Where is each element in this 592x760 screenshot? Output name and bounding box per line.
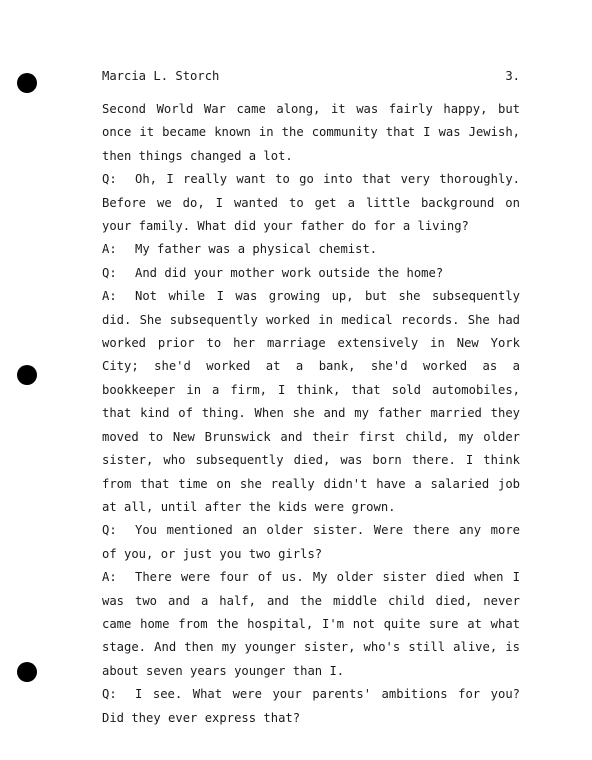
paragraph-text: My father was a physical chemist. <box>135 242 378 257</box>
speaker-label: A: <box>102 570 117 585</box>
paragraph-continuation <box>102 98 520 168</box>
speaker-label: Q: <box>102 687 117 702</box>
binder-hole-top <box>17 73 37 93</box>
transcript-body <box>102 98 520 730</box>
speaker-label: Q: <box>102 172 117 187</box>
paragraph-text: Second World War came along, it was fairly happy, but once it became known in the community that I was Jewish, then things changed a lot. <box>102 102 520 163</box>
binder-hole-bottom <box>17 662 37 682</box>
speaker-label: A: <box>102 289 117 304</box>
paragraph-answer <box>102 285 520 519</box>
binder-hole-middle <box>17 365 37 385</box>
paragraph-text: There were four of us. My older sister died when I was two and a half, and the middle child died, never came home from the hospital, I'm not quite sure at what stage. And then my younger sister, who's still alive, is about seven years younger than I. <box>102 570 520 678</box>
paragraph-question <box>102 519 520 566</box>
paragraph-answer <box>102 238 520 261</box>
paragraph-question <box>102 262 520 285</box>
paragraph-question <box>102 683 520 730</box>
page-number: 3. <box>505 69 520 83</box>
paragraph-text: And did your mother work outside the home? <box>135 265 444 280</box>
paragraph-answer <box>102 566 520 683</box>
speaker-label: Q: <box>102 265 117 280</box>
author-name: Marcia L. Storch <box>102 69 220 83</box>
paragraph-text: Oh, I really want to go into that very thoroughly. Before we do, I wanted to get a little background on your family. What did your father do for a living? <box>102 172 520 234</box>
paragraph-text: You mentioned an older sister. Were there any more of you, or just you two girls? <box>102 523 520 561</box>
speaker-label: Q: <box>102 523 117 538</box>
page-header <box>102 66 520 86</box>
paragraph-text: Not while I was growing up, but she subsequently did. She subsequently worked in medical records. She had worked prior to her marriage extensively in New York City; she'd worked at a bank, she'd worked as a bookkeeper in a firm, I think, that sold automobiles, that kind of thing. When she and my father married they moved to New Brunswick and their first child, my older sister, who subsequently died, was born there. I think from that time on she really didn't have a salaried job at all, until after the kids were grown. <box>102 289 520 514</box>
speaker-label: A: <box>102 242 117 257</box>
paragraph-text: I see. What were your parents' ambitions for you? Did they ever express that? <box>102 687 520 725</box>
paragraph-question <box>102 168 520 238</box>
